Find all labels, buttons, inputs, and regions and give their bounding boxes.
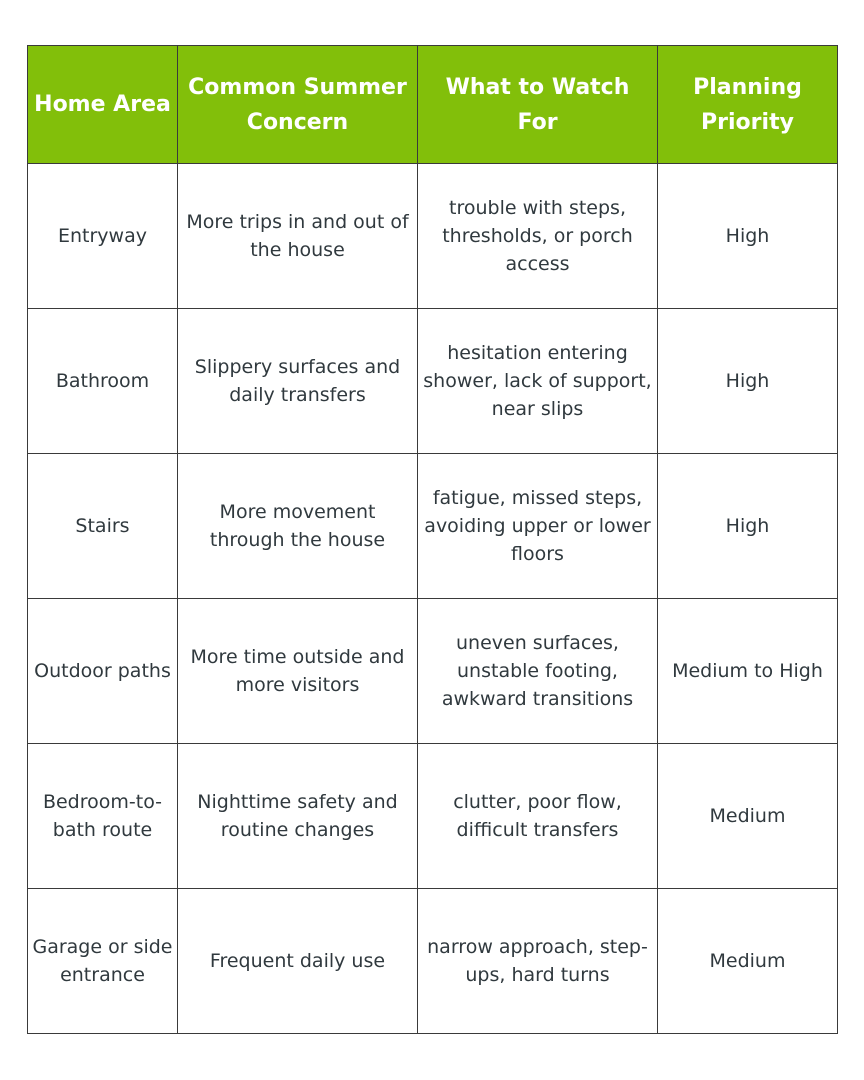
table-body <box>28 164 838 1034</box>
cell-watch-for: clutter, poor flow, difficult transfers <box>418 744 658 889</box>
table-header <box>28 46 838 164</box>
cell-concern: Frequent daily use <box>178 889 418 1034</box>
cell-watch-for: hesitation entering shower, lack of support, near slips <box>418 309 658 454</box>
cell-home-area: Bedroom-to-bath route <box>28 744 178 889</box>
header-planning-priority: Planning Priority <box>658 46 838 164</box>
header-common-summer-concern: Common Summer Concern <box>178 46 418 164</box>
table-row <box>28 744 838 889</box>
cell-home-area: Bathroom <box>28 309 178 454</box>
cell-priority: Medium <box>658 744 838 889</box>
cell-watch-for: uneven surfaces, unstable footing, awkward transitions <box>418 599 658 744</box>
cell-concern: More trips in and out of the house <box>178 164 418 309</box>
cell-priority: High <box>658 309 838 454</box>
cell-concern: Slippery surfaces and daily transfers <box>178 309 418 454</box>
cell-home-area: Entryway <box>28 164 178 309</box>
table-row <box>28 454 838 599</box>
cell-priority: Medium <box>658 889 838 1034</box>
cell-home-area: Stairs <box>28 454 178 599</box>
cell-watch-for: trouble with steps, thresholds, or porch access <box>418 164 658 309</box>
cell-priority: High <box>658 164 838 309</box>
cell-concern: Nighttime safety and routine changes <box>178 744 418 889</box>
table-row <box>28 164 838 309</box>
cell-concern: More time outside and more visitors <box>178 599 418 744</box>
cell-priority: Medium to High <box>658 599 838 744</box>
cell-priority: High <box>658 454 838 599</box>
cell-concern: More movement through the house <box>178 454 418 599</box>
table-row <box>28 309 838 454</box>
table-row <box>28 599 838 744</box>
summer-safety-table-container <box>27 45 837 1034</box>
header-row <box>28 46 838 164</box>
header-home-area: Home Area <box>28 46 178 164</box>
summer-safety-table <box>27 45 838 1034</box>
cell-home-area: Garage or side entrance <box>28 889 178 1034</box>
table-row <box>28 889 838 1034</box>
cell-watch-for: fatigue, missed steps, avoiding upper or lower floors <box>418 454 658 599</box>
cell-home-area: Outdoor paths <box>28 599 178 744</box>
header-what-to-watch-for: What to Watch For <box>418 46 658 164</box>
cell-watch-for: narrow approach, step-ups, hard turns <box>418 889 658 1034</box>
